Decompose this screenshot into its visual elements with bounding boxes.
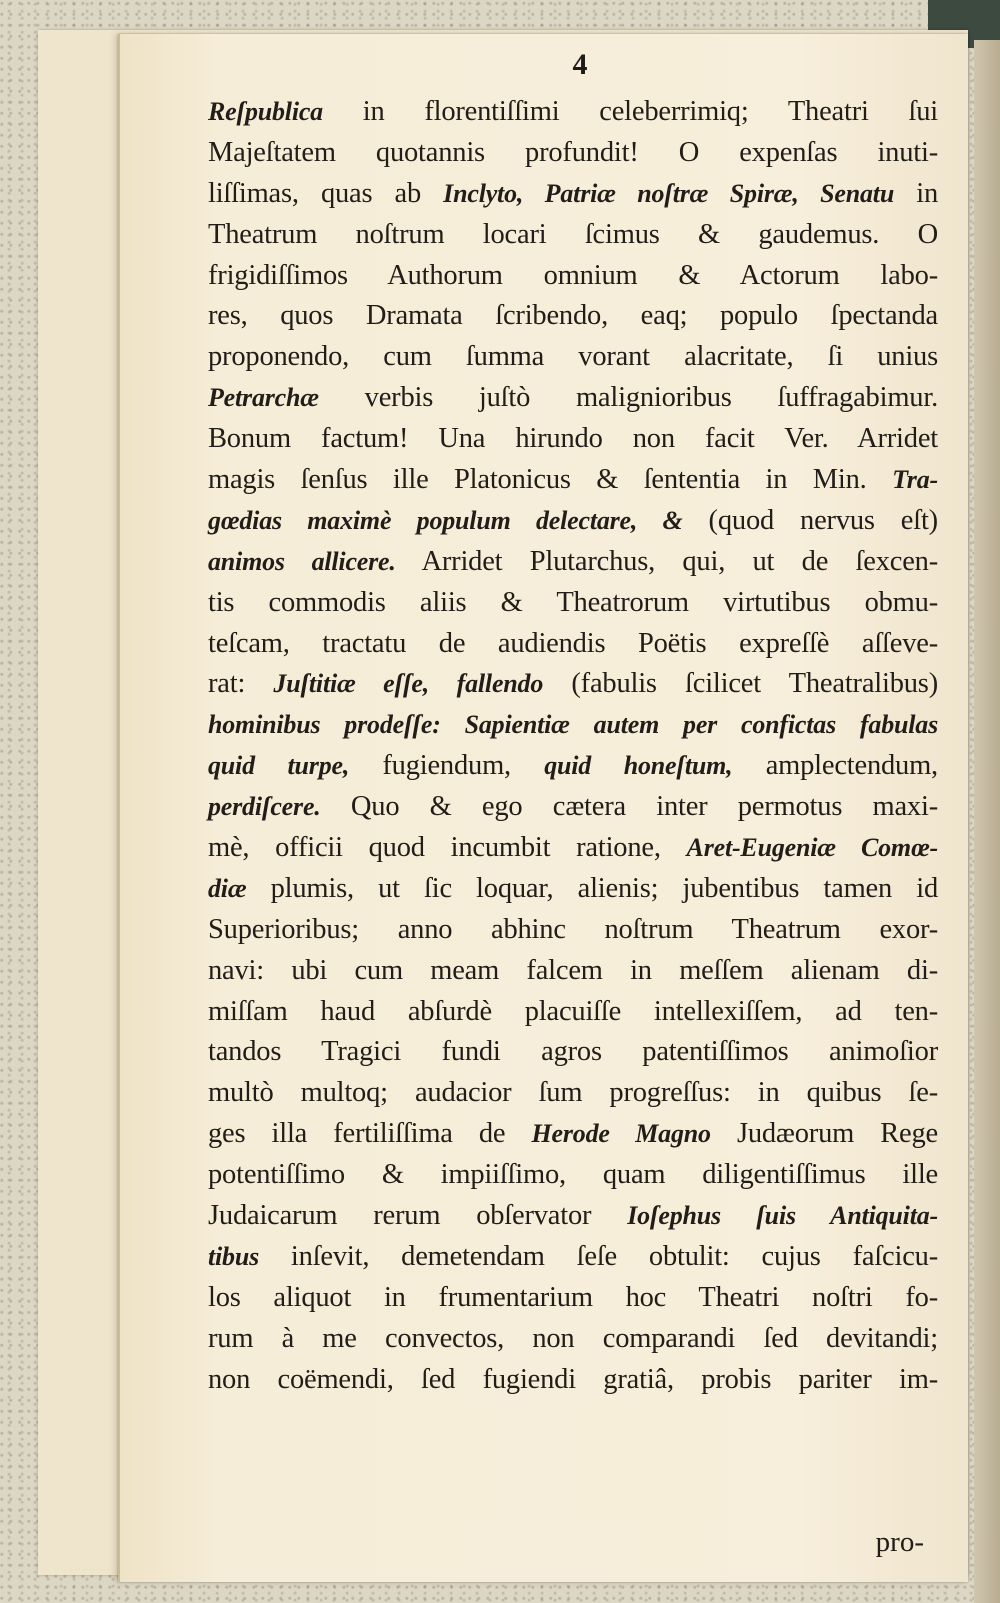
text-line	[208, 1278, 938, 1319]
text-run: Arridet Plutarchus, qui, ut de ſexcen-	[395, 545, 938, 577]
text-run: Judaicarum rerum obſervator	[208, 1200, 628, 1232]
text-run: rat:	[208, 668, 274, 700]
text-run: tis commodis aliis & Theatrorum virtutibus obmu-	[208, 586, 938, 618]
text-line	[208, 583, 938, 624]
text-run: tandos Tragici fundi agros patentiſſimos animoſior	[208, 1036, 938, 1068]
italic-run: Aret-Eugeniæ Comœ-	[686, 833, 938, 863]
text-run: verbis juſtò malignioribus ſuffragabimur.	[318, 382, 938, 414]
page-text	[208, 92, 938, 1401]
text-line	[208, 256, 938, 297]
text-run: in	[894, 177, 938, 209]
page-number: 4	[572, 48, 588, 81]
text-run: liſſimas, quas ab	[208, 177, 444, 209]
text-line	[208, 1196, 938, 1237]
italic-run: diæ	[208, 873, 247, 903]
text-run: fugiendum,	[349, 750, 545, 782]
text-run: multò multoq; audacior ſum progreſſus: in quibus ſe-	[208, 1077, 938, 1109]
text-line	[208, 869, 938, 910]
italic-run: Juſtitiæ eſſe, fallendo	[273, 669, 544, 699]
text-run: navi: ubi cum meam falcem in meſſem alienam di-	[208, 954, 938, 986]
text-run: miſſam haud abſurdè placuiſſe intellexiſſem, ad ten-	[208, 995, 938, 1027]
italic-run: Tra-	[892, 465, 938, 495]
text-line	[208, 133, 938, 174]
text-line	[208, 1360, 938, 1401]
text-line	[208, 215, 938, 256]
text-run: (quod nervus eſt)	[682, 504, 938, 536]
text-line	[208, 1114, 938, 1155]
text-run: Superioribus; anno abhinc noſtrum Theatrum exor-	[208, 913, 938, 945]
text-line	[208, 787, 938, 828]
text-run: plumis, ut ſic loquar, alienis; jubentibus tamen id	[246, 872, 938, 904]
text-run: non coëmendi, ſed fugiendi gratiâ, probis pariter im-	[208, 1363, 938, 1395]
text-run: inſevit, demetendam ſeſe obtulit: cujus faſcicu-	[259, 1240, 938, 1272]
text-run: frigidiſſimos Authorum omnium & Actorum labo-	[208, 259, 938, 291]
italic-run: Inclyto, Patriæ noſtræ Spiræ, Senatu	[443, 178, 895, 208]
italic-run: hominibus prodeſſe: Sapientiæ autem per confictas fabulas	[208, 710, 938, 740]
text-line	[208, 705, 938, 746]
text-line	[208, 910, 938, 951]
text-run: (fabulis ſcilicet Theatralibus)	[543, 668, 938, 700]
text-run: rum à me convectos, non comparandi ſed devitandi;	[208, 1322, 938, 1354]
text-line	[208, 992, 938, 1033]
text-line	[208, 1032, 938, 1073]
text-run: res, quos Dramata ſcribendo, eaq; populo ſpectanda	[208, 300, 938, 332]
text-line	[208, 174, 938, 215]
text-line	[208, 746, 938, 787]
text-run: teſcam, tractatu de audiendis Poëtis expreſſè aſſeve-	[208, 627, 938, 659]
text-line	[208, 92, 938, 133]
text-line	[208, 1237, 938, 1278]
text-line	[208, 951, 938, 992]
text-line	[208, 624, 938, 665]
text-run: magis ſenſus ille Platonicus & ſententia in Min.	[208, 464, 893, 496]
text-line	[208, 1155, 938, 1196]
text-run: Quo & ego cætera inter permotus maxi-	[320, 791, 938, 823]
text-run: mè, officii quod incumbit ratione,	[208, 832, 687, 864]
book-page	[118, 34, 968, 1582]
italic-run: animos allicere.	[208, 546, 396, 576]
italic-run: Reſpublica	[208, 97, 323, 126]
text-line	[208, 419, 938, 460]
text-run: in florentiſſimi celeberrimiq; Theatri ſui	[323, 96, 938, 127]
italic-run: Petrarchæ	[208, 383, 319, 413]
italic-run: quid turpe,	[208, 751, 350, 781]
text-run: Bonum factum! Una hirundo non facit Ver. Arridet	[208, 423, 938, 455]
text-line	[208, 337, 938, 378]
text-run: Majeſtatem quotannis profundit! O expenſas inuti-	[208, 136, 938, 168]
italic-run: Herode Magno	[531, 1119, 711, 1149]
text-line	[208, 460, 938, 501]
next-page-edge	[974, 40, 1000, 1603]
text-line	[208, 1319, 938, 1360]
text-run: proponendo, cum ſumma vorant alacritate, ſi unius	[208, 341, 938, 373]
text-line	[208, 828, 938, 869]
text-run: los aliquot in frumentarium hoc Theatri noſtri fo-	[208, 1281, 938, 1313]
catchword: pro-	[875, 1526, 924, 1558]
text-line	[208, 542, 938, 583]
text-line	[208, 296, 938, 337]
text-run: Theatrum noſtrum locari ſcimus & gaudemus. O	[208, 218, 938, 250]
italic-run: Ioſephus ſuis Antiquita-	[627, 1201, 938, 1231]
text-line	[208, 664, 938, 705]
text-line	[208, 378, 938, 419]
text-run: ges illa fertiliſſima de	[208, 1118, 532, 1150]
text-line	[208, 501, 938, 542]
text-run: amplectendum,	[732, 750, 938, 782]
italic-run: perdiſcere.	[208, 792, 321, 822]
italic-run: quid honeſtum,	[544, 751, 733, 781]
italic-run: tibus	[208, 1241, 260, 1271]
italic-run: gœdias maximè populum delectare, &	[208, 505, 683, 535]
text-line	[208, 1073, 938, 1114]
text-run: Judæorum Rege	[710, 1118, 938, 1150]
text-run: potentiſſimo & impiiſſimo, quam diligentiſſimus ille	[208, 1159, 938, 1191]
